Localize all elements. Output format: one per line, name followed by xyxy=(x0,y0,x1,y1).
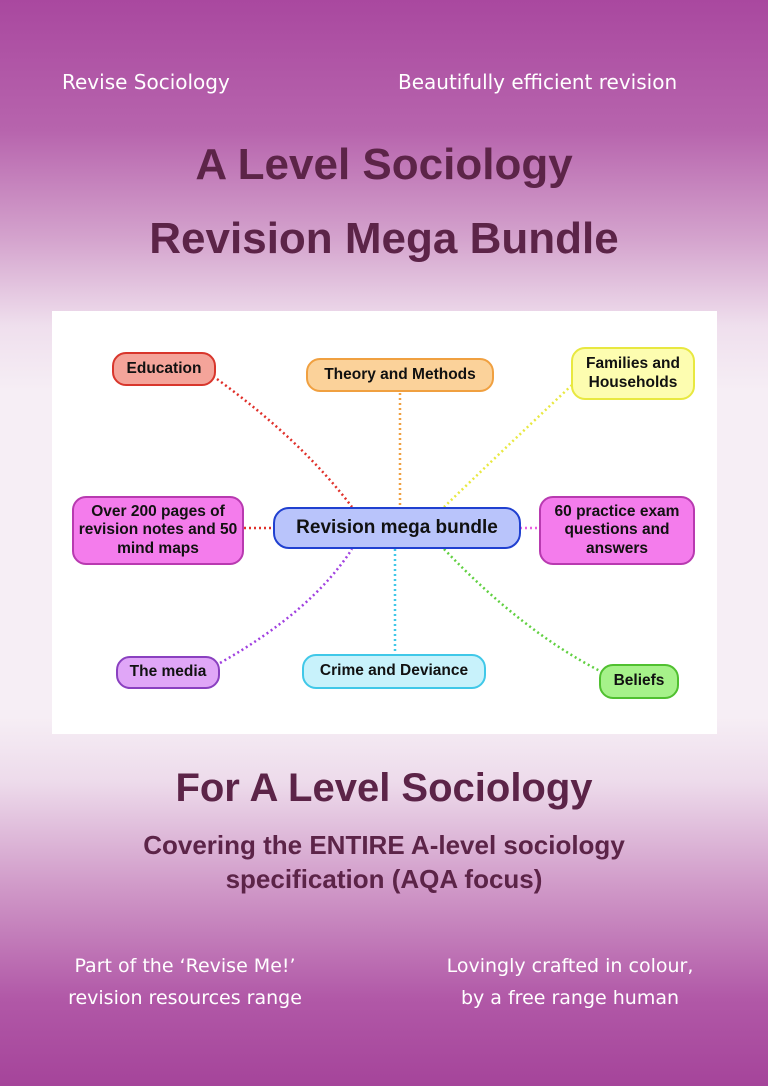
footer-left-line-1: Part of the ‘Revise Me!’ xyxy=(74,955,296,977)
connector-media xyxy=(220,549,352,663)
node-practice-exam-questions: 60 practice exam questions and answers xyxy=(539,496,695,565)
connector-beliefs xyxy=(444,549,600,671)
node-education: Education xyxy=(112,352,216,386)
node-revision-notes: Over 200 pages of revision notes and 50 mind maps xyxy=(72,496,244,565)
node-crime-and-deviance: Crime and Deviance xyxy=(302,654,486,689)
footer-right xyxy=(390,950,750,1015)
node-revision-mega-bundle: Revision mega bundle xyxy=(273,507,521,549)
page-title-line-1: A Level Sociology xyxy=(195,140,573,189)
connector-education xyxy=(217,379,352,507)
subtitle-description xyxy=(0,828,768,897)
footer-right-line-2: by a free range human xyxy=(460,987,680,1010)
subtitle-line-1: Covering the ENTIRE A-level sociology xyxy=(143,830,625,860)
tagline: Beautifully efficient revision xyxy=(398,70,678,94)
page-title-line-2: Revision Mega Bundle xyxy=(149,214,619,263)
footer-left-line-2: revision resources range xyxy=(68,987,302,1010)
subtitle-line-2: specification (AQA focus) xyxy=(225,864,543,895)
mind-map-panel xyxy=(52,311,717,734)
node-theory-and-methods: Theory and Methods xyxy=(306,358,494,392)
node-the-media: The media xyxy=(116,656,220,689)
subtitle: For A Level Sociology xyxy=(175,766,593,810)
node-families-and-households: Families and Households xyxy=(571,347,695,400)
footer-right-line-1: Lovingly crafted in colour, xyxy=(446,955,694,977)
footer-left xyxy=(0,950,370,1015)
node-beliefs: Beliefs xyxy=(599,664,679,699)
brand-name: Revise Sociology xyxy=(62,70,230,94)
connector-families xyxy=(444,385,572,507)
